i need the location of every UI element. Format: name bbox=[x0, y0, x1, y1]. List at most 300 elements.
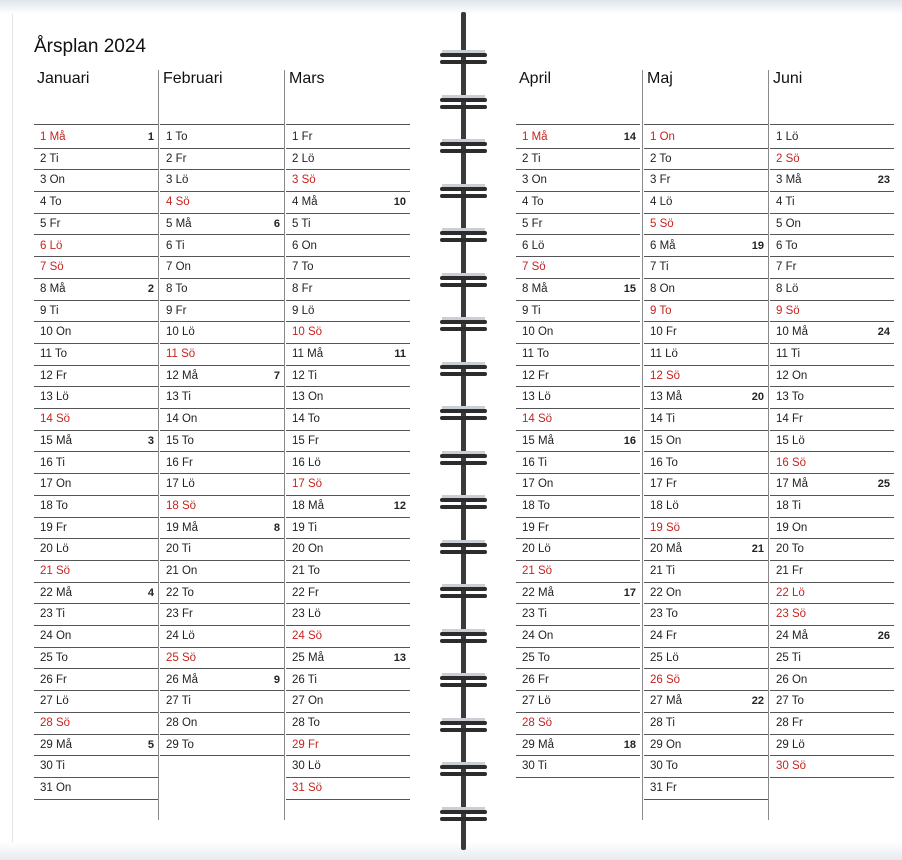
day-row bbox=[770, 690, 894, 713]
day-row bbox=[34, 126, 158, 149]
day-label: 20 Ti bbox=[166, 543, 191, 556]
month-divider bbox=[34, 124, 158, 125]
day-label: 1 To bbox=[166, 131, 188, 143]
day-label: 18 To bbox=[40, 499, 68, 512]
day-row bbox=[160, 430, 284, 453]
day-row bbox=[770, 669, 894, 692]
day-label: 20 On bbox=[292, 543, 324, 556]
day-row bbox=[34, 560, 158, 583]
week-number: 24 bbox=[877, 326, 890, 339]
day-row bbox=[286, 669, 410, 692]
day-label: 7 Ti bbox=[650, 261, 669, 274]
day-row bbox=[160, 386, 284, 409]
day-label: 1 On bbox=[650, 131, 675, 143]
day-label: 13 To bbox=[776, 391, 804, 404]
day-label: 16 Ti bbox=[522, 456, 547, 469]
day-row bbox=[516, 625, 640, 648]
planner-top-edge bbox=[0, 0, 902, 14]
day-row bbox=[160, 256, 284, 279]
day-label: 22 On bbox=[650, 586, 682, 599]
binding-ring bbox=[440, 184, 487, 200]
day-row bbox=[34, 603, 158, 626]
day-row bbox=[770, 755, 894, 778]
week-number: 21 bbox=[751, 543, 764, 556]
day-row bbox=[516, 452, 640, 475]
planner-bottom-edge bbox=[0, 842, 902, 860]
day-label: 23 Ti bbox=[522, 608, 547, 621]
column-separator bbox=[642, 70, 643, 820]
day-label: 3 Fr bbox=[650, 174, 671, 187]
day-label: 10 Sö bbox=[292, 326, 323, 339]
day-label: 14 Fr bbox=[776, 413, 803, 426]
week-number: 23 bbox=[877, 174, 890, 187]
month-divider bbox=[286, 124, 410, 125]
day-label: 6 Lö bbox=[40, 239, 63, 252]
binding-ring bbox=[440, 451, 487, 467]
day-row bbox=[34, 734, 158, 757]
day-label: 15 To bbox=[166, 434, 194, 447]
day-label: 22 Lö bbox=[776, 586, 805, 599]
day-row bbox=[286, 582, 410, 605]
day-row bbox=[160, 538, 284, 561]
day-label: 19 On bbox=[776, 521, 808, 534]
day-row bbox=[644, 625, 768, 648]
day-row bbox=[644, 278, 768, 301]
day-row bbox=[770, 582, 894, 605]
week-number: 17 bbox=[623, 586, 636, 599]
day-label: 24 Må bbox=[776, 630, 808, 643]
day-label: 14 Sö bbox=[40, 413, 71, 426]
day-row bbox=[286, 321, 410, 344]
day-label: 6 Må bbox=[650, 239, 676, 252]
week-number: 8 bbox=[273, 521, 280, 534]
day-label: 9 Ti bbox=[522, 304, 541, 317]
day-row bbox=[644, 126, 768, 149]
day-row bbox=[516, 603, 640, 626]
day-label: 25 Må bbox=[292, 651, 324, 664]
day-label: 19 Ti bbox=[292, 521, 317, 534]
day-row bbox=[160, 582, 284, 605]
day-label: 29 Fr bbox=[292, 738, 319, 751]
day-label: 12 Fr bbox=[40, 369, 67, 382]
day-label: 16 To bbox=[650, 456, 678, 469]
column-separator bbox=[768, 70, 769, 820]
day-label: 28 Ti bbox=[650, 716, 675, 729]
day-label: 23 Sö bbox=[776, 608, 807, 621]
day-row bbox=[286, 538, 410, 561]
day-label: 28 Sö bbox=[40, 716, 71, 729]
binding-ring bbox=[440, 718, 487, 734]
day-label: 27 On bbox=[292, 695, 324, 708]
day-row bbox=[644, 755, 768, 778]
day-label: 27 Må bbox=[650, 695, 682, 708]
month-heading: Juni bbox=[773, 70, 803, 87]
day-label: 3 On bbox=[40, 174, 65, 187]
day-label: 5 On bbox=[776, 217, 801, 230]
day-label: 4 To bbox=[522, 196, 544, 209]
week-number: 22 bbox=[751, 695, 764, 708]
day-label: 27 Ti bbox=[166, 695, 191, 708]
day-row bbox=[644, 517, 768, 540]
day-row bbox=[34, 495, 158, 518]
day-label: 3 Sö bbox=[292, 174, 316, 187]
day-label: 9 Ti bbox=[40, 304, 59, 317]
day-row bbox=[644, 321, 768, 344]
day-row bbox=[644, 213, 768, 236]
month-heading: Februari bbox=[163, 70, 223, 87]
week-number: 18 bbox=[623, 738, 636, 751]
day-label: 25 To bbox=[40, 651, 68, 664]
week-number: 9 bbox=[273, 673, 280, 686]
day-label: 11 Må bbox=[292, 348, 324, 360]
day-label: 7 Sö bbox=[522, 261, 546, 274]
day-row bbox=[516, 169, 640, 192]
page-title: Årsplan 2024 bbox=[34, 36, 146, 57]
day-label: 4 To bbox=[40, 196, 62, 209]
month-heading: Maj bbox=[647, 70, 673, 87]
day-row bbox=[286, 647, 410, 670]
day-label: 4 Sö bbox=[166, 196, 190, 209]
day-row bbox=[160, 365, 284, 388]
day-label: 8 On bbox=[650, 282, 675, 295]
day-label: 11 Sö bbox=[166, 348, 196, 360]
day-label: 23 Ti bbox=[40, 608, 65, 621]
day-label: 18 Ti bbox=[776, 499, 801, 512]
day-row bbox=[34, 430, 158, 453]
day-row bbox=[516, 430, 640, 453]
day-label: 8 Må bbox=[40, 282, 66, 295]
day-label: 21 Sö bbox=[40, 565, 71, 577]
day-row bbox=[34, 213, 158, 236]
day-label: 17 Må bbox=[776, 478, 808, 491]
day-row bbox=[770, 256, 894, 279]
day-row bbox=[516, 300, 640, 323]
day-row bbox=[286, 213, 410, 236]
day-label: 13 Lö bbox=[40, 391, 69, 404]
day-row bbox=[770, 517, 894, 540]
day-label: 27 To bbox=[776, 695, 804, 708]
day-label: 15 Må bbox=[522, 434, 554, 447]
day-row bbox=[34, 647, 158, 670]
day-row bbox=[286, 560, 410, 583]
day-label: 18 To bbox=[522, 499, 550, 512]
day-row bbox=[770, 213, 894, 236]
day-row bbox=[34, 473, 158, 496]
day-label: 26 On bbox=[776, 673, 808, 686]
day-row bbox=[516, 690, 640, 713]
day-label: 1 Fr bbox=[292, 131, 313, 143]
day-row bbox=[160, 213, 284, 236]
month-divider bbox=[770, 124, 894, 125]
day-row bbox=[516, 560, 640, 583]
day-label: 25 To bbox=[522, 651, 550, 664]
day-label: 28 Fr bbox=[776, 716, 803, 729]
day-row bbox=[516, 213, 640, 236]
day-row bbox=[770, 343, 894, 366]
day-label: 5 Må bbox=[166, 217, 192, 230]
day-label: 22 Må bbox=[40, 586, 72, 599]
day-label: 29 Må bbox=[522, 738, 554, 751]
day-row bbox=[770, 495, 894, 518]
day-label: 4 Ti bbox=[776, 196, 795, 209]
day-label: 1 Lö bbox=[776, 131, 799, 143]
day-row bbox=[770, 647, 894, 670]
week-number: 15 bbox=[623, 282, 636, 295]
day-row bbox=[160, 452, 284, 475]
day-label: 29 On bbox=[650, 738, 682, 751]
column-separator bbox=[284, 70, 285, 820]
day-row bbox=[516, 278, 640, 301]
day-row bbox=[160, 278, 284, 301]
day-row bbox=[644, 148, 768, 171]
day-row bbox=[644, 343, 768, 366]
day-label: 9 To bbox=[650, 304, 672, 317]
day-label: 24 On bbox=[40, 630, 72, 643]
day-label: 25 Sö bbox=[166, 651, 197, 664]
day-row bbox=[286, 430, 410, 453]
day-label: 1 Må bbox=[40, 131, 66, 143]
day-label: 17 On bbox=[522, 478, 554, 491]
month-divider bbox=[160, 124, 284, 125]
day-label: 26 Fr bbox=[522, 673, 549, 686]
day-label: 4 Lö bbox=[650, 196, 673, 209]
day-label: 26 Fr bbox=[40, 673, 67, 686]
day-label: 2 To bbox=[650, 152, 672, 165]
day-row bbox=[516, 386, 640, 409]
binding-ring bbox=[440, 317, 487, 333]
day-row bbox=[644, 712, 768, 735]
day-row bbox=[516, 148, 640, 171]
day-label: 10 On bbox=[40, 326, 72, 339]
day-row bbox=[286, 169, 410, 192]
binding-ring bbox=[440, 673, 487, 689]
day-row bbox=[516, 191, 640, 214]
day-row bbox=[644, 256, 768, 279]
day-row bbox=[286, 191, 410, 214]
day-row bbox=[34, 191, 158, 214]
day-row bbox=[286, 734, 410, 757]
day-label: 15 Lö bbox=[776, 434, 805, 447]
day-row bbox=[644, 647, 768, 670]
day-row bbox=[644, 734, 768, 757]
day-row bbox=[644, 777, 768, 800]
day-label: 30 Lö bbox=[292, 760, 321, 773]
binding-ring bbox=[440, 540, 487, 556]
week-number: 2 bbox=[147, 282, 154, 295]
day-row bbox=[160, 300, 284, 323]
day-label: 24 Sö bbox=[292, 630, 323, 643]
day-label: 22 To bbox=[166, 586, 194, 599]
day-label: 20 To bbox=[776, 543, 804, 556]
day-row bbox=[644, 169, 768, 192]
day-row bbox=[160, 517, 284, 540]
day-label: 24 Lö bbox=[166, 630, 195, 643]
day-row bbox=[34, 148, 158, 171]
day-row bbox=[770, 126, 894, 149]
day-label: 8 Lö bbox=[776, 282, 799, 295]
day-row bbox=[644, 669, 768, 692]
day-row bbox=[644, 582, 768, 605]
day-row bbox=[644, 538, 768, 561]
day-row bbox=[770, 430, 894, 453]
day-row bbox=[644, 300, 768, 323]
day-label: 29 Lö bbox=[776, 738, 805, 751]
day-label: 27 Lö bbox=[522, 695, 551, 708]
day-row bbox=[286, 755, 410, 778]
day-label: 16 Sö bbox=[776, 456, 807, 469]
day-row bbox=[516, 365, 640, 388]
day-row bbox=[160, 495, 284, 518]
day-label: 13 Ti bbox=[166, 391, 191, 404]
day-label: 7 To bbox=[292, 261, 314, 274]
day-label: 3 Lö bbox=[166, 174, 189, 187]
week-number: 12 bbox=[393, 499, 406, 512]
day-label: 30 Sö bbox=[776, 760, 807, 773]
day-label: 23 Lö bbox=[292, 608, 321, 621]
day-label: 26 Ti bbox=[292, 673, 317, 686]
day-row bbox=[160, 126, 284, 149]
day-row bbox=[770, 148, 894, 171]
day-row bbox=[770, 452, 894, 475]
day-label: 6 On bbox=[292, 239, 317, 252]
day-row bbox=[286, 473, 410, 496]
month-heading: April bbox=[519, 70, 552, 87]
day-label: 7 Fr bbox=[776, 261, 797, 274]
day-row bbox=[770, 278, 894, 301]
day-label: 10 Må bbox=[776, 326, 808, 339]
day-label: 31 Sö bbox=[292, 782, 323, 794]
day-row bbox=[770, 538, 894, 561]
day-row bbox=[770, 734, 894, 757]
day-label: 31 Fr bbox=[650, 782, 677, 794]
week-number: 16 bbox=[623, 434, 636, 447]
day-label: 28 To bbox=[292, 716, 320, 729]
day-row bbox=[644, 191, 768, 214]
day-row bbox=[516, 408, 640, 431]
week-number: 4 bbox=[147, 586, 154, 599]
month-divider bbox=[516, 124, 640, 125]
day-row bbox=[286, 777, 410, 800]
day-row bbox=[286, 408, 410, 431]
day-row bbox=[286, 690, 410, 713]
binding-ring bbox=[440, 50, 487, 66]
day-row bbox=[770, 386, 894, 409]
day-row bbox=[516, 256, 640, 279]
day-label: 5 Fr bbox=[522, 217, 543, 230]
week-number: 13 bbox=[393, 651, 406, 664]
day-label: 13 Må bbox=[650, 391, 682, 404]
day-label: 2 Fr bbox=[166, 152, 187, 165]
day-label: 31 On bbox=[40, 782, 72, 794]
binding-ring bbox=[440, 584, 487, 600]
day-label: 24 On bbox=[522, 630, 554, 643]
day-label: 2 Ti bbox=[40, 152, 59, 165]
binding-ring bbox=[440, 807, 487, 823]
day-row bbox=[770, 603, 894, 626]
day-row bbox=[160, 712, 284, 735]
day-row bbox=[516, 582, 640, 605]
day-row bbox=[644, 408, 768, 431]
day-row bbox=[644, 430, 768, 453]
day-label: 14 To bbox=[292, 413, 320, 426]
day-label: 11 Ti bbox=[776, 348, 801, 360]
day-label: 14 On bbox=[166, 413, 198, 426]
day-label: 12 On bbox=[776, 369, 808, 382]
day-row bbox=[34, 517, 158, 540]
day-row bbox=[286, 495, 410, 518]
day-label: 9 Lö bbox=[292, 304, 315, 317]
day-row bbox=[286, 365, 410, 388]
day-row bbox=[644, 690, 768, 713]
day-label: 19 Må bbox=[166, 521, 198, 534]
day-label: 17 Fr bbox=[650, 478, 677, 491]
day-label: 8 To bbox=[166, 282, 188, 295]
day-label: 30 Ti bbox=[40, 760, 65, 773]
day-row bbox=[160, 603, 284, 626]
binding-ring bbox=[440, 228, 487, 244]
day-label: 9 Fr bbox=[166, 304, 187, 317]
day-row bbox=[160, 734, 284, 757]
day-row bbox=[34, 321, 158, 344]
day-row bbox=[516, 538, 640, 561]
column-separator bbox=[158, 70, 159, 820]
binding-ring bbox=[440, 406, 487, 422]
day-row bbox=[516, 734, 640, 757]
day-row bbox=[34, 343, 158, 366]
day-row bbox=[516, 647, 640, 670]
day-label: 19 Sö bbox=[650, 521, 681, 534]
week-number: 3 bbox=[147, 434, 154, 447]
day-label: 14 Ti bbox=[650, 413, 675, 426]
day-label: 3 On bbox=[522, 174, 547, 187]
week-number: 26 bbox=[877, 630, 890, 643]
day-row bbox=[286, 235, 410, 258]
week-number: 5 bbox=[147, 738, 154, 751]
day-label: 24 Fr bbox=[650, 630, 677, 643]
day-row bbox=[286, 300, 410, 323]
day-label: 18 Sö bbox=[166, 499, 197, 512]
day-row bbox=[34, 582, 158, 605]
day-row bbox=[770, 191, 894, 214]
day-label: 19 Fr bbox=[40, 521, 67, 534]
day-label: 9 Sö bbox=[776, 304, 800, 317]
day-label: 27 Lö bbox=[40, 695, 69, 708]
day-row bbox=[770, 560, 894, 583]
day-label: 5 Ti bbox=[292, 217, 311, 230]
day-row bbox=[286, 148, 410, 171]
day-row bbox=[34, 408, 158, 431]
day-row bbox=[770, 365, 894, 388]
day-label: 16 Ti bbox=[40, 456, 65, 469]
day-row bbox=[516, 321, 640, 344]
day-label: 12 Fr bbox=[522, 369, 549, 382]
day-label: 16 Fr bbox=[166, 456, 193, 469]
day-label: 30 To bbox=[650, 760, 678, 773]
binding-ring bbox=[440, 95, 487, 111]
binding-ring bbox=[440, 362, 487, 378]
day-label: 26 Sö bbox=[650, 673, 681, 686]
day-label: 2 Ti bbox=[522, 152, 541, 165]
day-label: 6 Ti bbox=[166, 239, 185, 252]
day-label: 15 Må bbox=[40, 434, 72, 447]
day-row bbox=[286, 603, 410, 626]
day-row bbox=[516, 343, 640, 366]
day-label: 10 Lö bbox=[166, 326, 195, 339]
binding-ring bbox=[440, 629, 487, 645]
day-label: 18 Må bbox=[292, 499, 324, 512]
day-row bbox=[160, 321, 284, 344]
week-number: 14 bbox=[623, 131, 636, 143]
